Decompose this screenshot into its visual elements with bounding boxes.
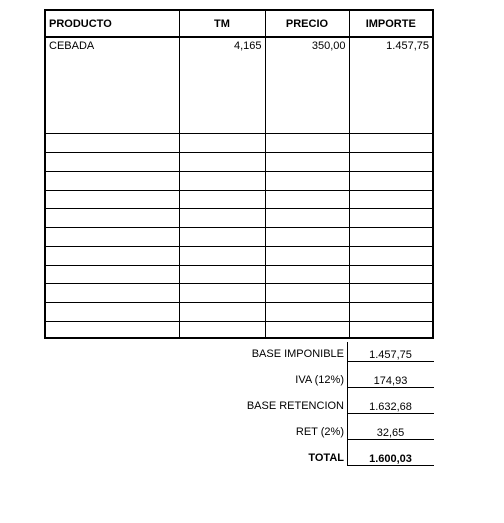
empty-cell-producto [46, 228, 179, 247]
cell-producto: CEBADA [46, 37, 179, 134]
table-row [46, 37, 432, 134]
empty-cell-tm [179, 284, 265, 303]
cell-importe: 1.457,75 [349, 37, 432, 134]
empty-cell-tm [179, 190, 265, 209]
header-tm: TM [179, 11, 265, 37]
empty-cell-precio [265, 209, 349, 228]
table-row-empty [46, 171, 432, 190]
totals-value: 1.600,03 [347, 446, 434, 466]
totals-row [44, 394, 434, 414]
table-row-empty [46, 284, 432, 303]
empty-cell-producto [46, 190, 179, 209]
empty-cell-importe [349, 171, 432, 190]
empty-cell-importe [349, 246, 432, 265]
totals-label: RET (2%) [295, 426, 344, 438]
header-precio: PRECIO [265, 11, 349, 37]
empty-cell-producto [46, 265, 179, 284]
empty-cell-precio [265, 303, 349, 322]
table-row-empty [46, 134, 432, 153]
header-producto: PRODUCTO [46, 11, 179, 37]
invoice-items-table [44, 9, 434, 339]
table-row-empty [46, 265, 432, 284]
empty-cell-producto [46, 134, 179, 153]
items-grid [46, 11, 432, 337]
cell-precio: 350,00 [265, 37, 349, 134]
empty-cell-precio [265, 190, 349, 209]
empty-cell-tm [179, 303, 265, 322]
empty-cell-importe [349, 265, 432, 284]
empty-cell-producto [46, 246, 179, 265]
empty-cell-tm [179, 246, 265, 265]
empty-cell-precio [265, 134, 349, 153]
empty-cell-importe [349, 321, 432, 337]
empty-cell-precio [265, 228, 349, 247]
empty-cell-precio [265, 265, 349, 284]
totals-row [44, 420, 434, 440]
empty-cell-importe [349, 153, 432, 172]
empty-cell-producto [46, 303, 179, 322]
empty-cell-precio [265, 246, 349, 265]
totals-value: 174,93 [347, 368, 434, 388]
totals-value: 1.632,68 [347, 394, 434, 414]
header-importe: IMPORTE [349, 11, 432, 37]
empty-cell-producto [46, 209, 179, 228]
totals-label: IVA (12%) [295, 374, 344, 386]
table-row-empty [46, 209, 432, 228]
table-header-row [46, 11, 432, 37]
empty-cell-importe [349, 190, 432, 209]
empty-cell-producto [46, 284, 179, 303]
empty-cell-precio [265, 284, 349, 303]
empty-cell-tm [179, 134, 265, 153]
empty-cell-importe [349, 284, 432, 303]
empty-cell-precio [265, 171, 349, 190]
empty-cell-producto [46, 171, 179, 190]
empty-cell-producto [46, 321, 179, 337]
empty-cell-tm [179, 228, 265, 247]
empty-cell-importe [349, 134, 432, 153]
table-row-empty [46, 303, 432, 322]
empty-cell-precio [265, 153, 349, 172]
totals-label: BASE RETENCION [246, 400, 344, 412]
table-row-empty [46, 228, 432, 247]
table-row-empty [46, 190, 432, 209]
table-row-empty [46, 153, 432, 172]
empty-cell-tm [179, 321, 265, 337]
totals-row [44, 368, 434, 388]
totals-row [44, 446, 434, 466]
empty-cell-importe [349, 228, 432, 247]
empty-cell-tm [179, 265, 265, 284]
totals-value: 32,65 [347, 420, 434, 440]
empty-cell-tm [179, 209, 265, 228]
totals-label: TOTAL [308, 452, 344, 464]
totals-value: 1.457,75 [347, 342, 434, 362]
table-row-empty [46, 321, 432, 337]
table-row-empty [46, 246, 432, 265]
empty-cell-tm [179, 153, 265, 172]
empty-cell-precio [265, 321, 349, 337]
empty-cell-importe [349, 303, 432, 322]
empty-cell-producto [46, 153, 179, 172]
empty-cell-tm [179, 171, 265, 190]
empty-cell-importe [349, 209, 432, 228]
totals-label: BASE IMPONIBLE [251, 348, 344, 360]
cell-tm: 4,165 [179, 37, 265, 134]
totals-row [44, 342, 434, 362]
